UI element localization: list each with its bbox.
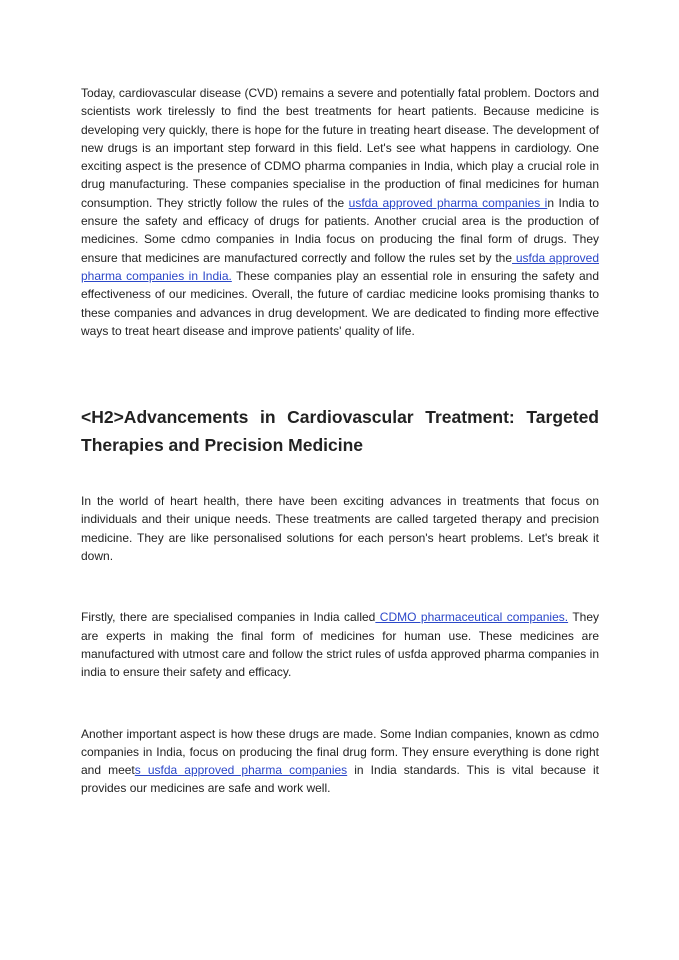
- intro-text-1: Today, cardiovascular disease (CVD) remains a severe and potentially fatal problem. Doctors and scientists work tirelessly to find the best treatments for heart patients. Because medicine is developing very quickly, there is hope for the future in treating heart disease. The development of new drugs is an important step forward in this field. Let's see what happens in cardiology. One exciting aspect is the presence of CDMO pharma companies in India, which play a crucial role in drug manufacturing. These companies specialise in the production of final medicines for human consumption. They strictly follow the rules of the: [81, 86, 599, 210]
- manufacturing-text-2: in India standards. This is vital because it provides our medicines are safe and work well.: [81, 763, 599, 796]
- intro-paragraph: [81, 84, 599, 340]
- usfda-approved-link-3[interactable]: s usfda approved pharma companies: [134, 763, 348, 778]
- manufacturing-text-1: Another important aspect is how these drugs are made. Some Indian companies, known as cdmo companies in India, focus on producing the final drug form. They ensure everything is done right and meet: [81, 726, 599, 778]
- intro-text-3: These companies play an essential role in ensuring the safety and effectiveness of our medicines. Overall, the future of cardiac medicine looks promising thanks to these companies and advances in drug development. We are dedicated to finding more effective ways to treat heart disease and improve patients' quality of life.: [81, 268, 599, 338]
- manufacturing-paragraph: [81, 725, 599, 798]
- targeted-therapy-paragraph: In the world of heart health, there have been exciting advances in treatments that focus on individuals and their unique needs. These treatments are called targeted therapy and precision medicine. They are like personalised solutions for each person's heart problems. Let's break it down.: [81, 494, 599, 564]
- document-page: [81, 84, 599, 798]
- cdmo-text-2: They are experts in making the final form of medicines for human use. These medicines are manufactured with utmost care and follow the strict rules of usfda approved pharma companies in india to ensure their safety and efficacy.: [81, 610, 599, 680]
- usfda-approved-link-2[interactable]: usfda approved pharma companies in India.: [81, 250, 600, 283]
- usfda-approved-link-1[interactable]: usfda approved pharma companies i: [348, 195, 548, 210]
- cdmo-paragraph: [81, 608, 599, 681]
- cdmo-text-1: Firstly, there are specialised companies in India called: [81, 610, 376, 625]
- cdmo-pharmaceutical-link[interactable]: CDMO pharmaceutical companies.: [375, 610, 569, 625]
- intro-text-2: n India to ensure the safety and efficacy of drugs for patients. Another crucial area is the production of medicines. Some cdmo companies in India focus on producing the final form of drugs. They ensure that medicines are manufactured correctly and follow the rules set by the: [81, 195, 599, 265]
- section-heading: <H2>Advancements in Cardiovascular Treatment: Targeted Therapies and Precision Medicine: [81, 407, 599, 455]
